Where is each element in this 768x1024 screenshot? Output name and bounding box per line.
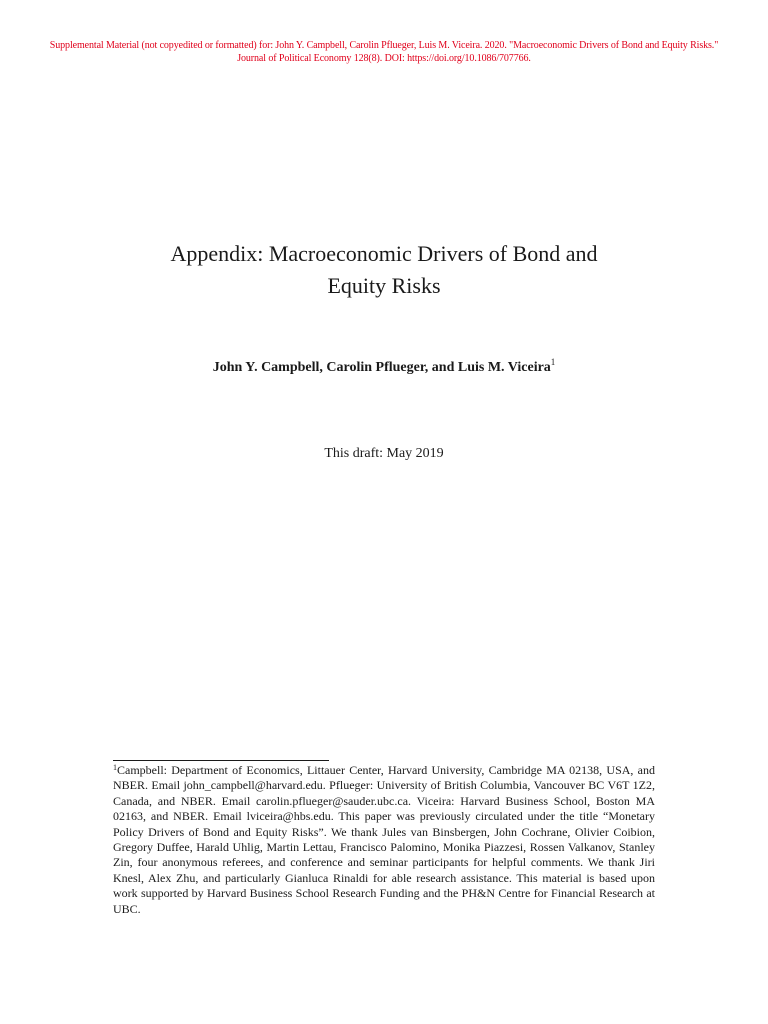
footnote-marker: 1 <box>113 763 117 772</box>
author-list <box>84 358 684 378</box>
author-names: John Y. Campbell, Carolin Pflueger, and Luis M. Viceira <box>212 360 551 375</box>
supplemental-material-note <box>0 39 768 65</box>
supplemental-note-line-2: Journal of Political Economy 128(8). DOI: https://doi.org/10.1086/707766. <box>237 53 531 64</box>
paper-title <box>84 238 684 302</box>
footnote-divider <box>113 760 329 761</box>
paper-title-line-1: Appendix: Macroeconomic Drivers of Bond and <box>170 241 598 266</box>
supplemental-note-line-1: Supplemental Material (not copyedited or formatted) for: John Y. Campbell, Carolin Pflueger, Luis M. Viceira. 2020. "Macroeconomic Drivers of Bond and Equity Risks." <box>49 40 719 51</box>
draft-date: This draft: May 2019 <box>324 446 444 461</box>
footnote-text: Campbell: Department of Economics, Littauer Center, Harvard University, Cambridge MA 02138, USA, and NBER. Email john_campbell@harvard.edu. Pflueger: University of British Columbia, Vancouver BC V6T 1Z2, Canada, and NBER. Email carolin.pflueger@sauder.ubc.ca. Viceira: Harvard Business School, Boston MA 02163, and NBER. Email lviceira@hbs.edu. This paper was previously circulated under the title “Monetary Policy Drivers of Bond and Equity Risks”. We thank Jules van Binsbergen, John Cochrane, Olivier Coibion, Gregory Duffee, Harald Uhlig, Martin Lettau, Francisco Palomino, Monika Piazzesi, Rossen Valkanov, Stanley Zin, four anonymous referees, and conference and seminar participants for helpful comments. We thank Jiri Knesl, Alex Zhu, and particularly Gianluca Rinaldi for able research assistance. This material is based upon work supported by Harvard Business School Research Funding and the PH&N Centre for Financial Research at UBC. <box>113 763 655 916</box>
paper-title-line-2: Equity Risks <box>327 273 441 298</box>
footnote <box>113 763 655 917</box>
author-footnote-marker[interactable]: 1 <box>550 357 556 367</box>
